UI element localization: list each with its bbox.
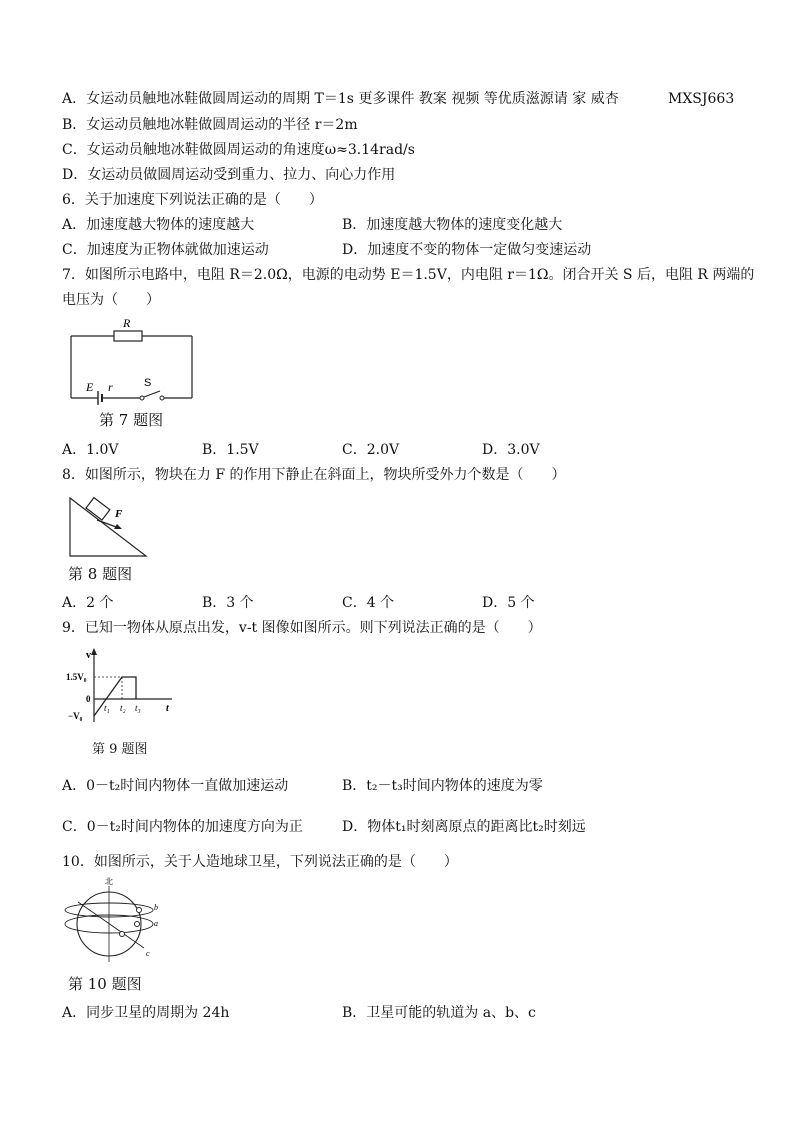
q10-option-a: A．同步卫星的周期为 24h [62, 1005, 230, 1021]
q10-stem: 10．如图所示，关于人造地球卫星，下列说法正确的是（ ） [62, 854, 458, 870]
label-t2: t₂ [120, 703, 126, 713]
q6-stem: 6．关于加速度下列说法正确的是（ ） [62, 192, 323, 208]
orbit-c [78, 902, 144, 948]
resistor-symbol [114, 331, 142, 341]
switch-blade [144, 391, 160, 397]
label-e: E [86, 380, 94, 394]
satellite-a [135, 922, 140, 927]
q10-caption: 第 10 题图 [68, 975, 142, 993]
q9-stem: 9．已知一物体从原点出发，v-t 图像如图所示。则下列说法正确的是（ ） [62, 620, 542, 636]
label-t: t [166, 703, 169, 714]
q5-option-d: D．女运动员做圆周运动受到重力、拉力、向心力作用 [62, 167, 396, 183]
q10-option-b: B．卫星可能的轨道为 a、b、c [342, 1005, 536, 1021]
q5-option-c: C．女运动员触地冰鞋做圆周运动的角速度ω≈3.14rad/s [62, 142, 415, 158]
q5-option-a-code: MXSJ663 [668, 91, 735, 107]
q8-option-b: B．3 个 [202, 595, 254, 611]
label-v: v [86, 650, 91, 661]
q8-option-d: D．5 个 [482, 595, 535, 611]
q6-option-d: D．加速度不变的物体一定做匀变速运动 [342, 242, 592, 258]
label-t3: t₃ [135, 703, 141, 713]
q6-option-c: C．加速度为正物体就做加速运动 [62, 242, 269, 258]
q8-stem: 8．如图所示，物块在力 F 的作用下静止在斜面上，物块所受外力个数是（ ） [62, 467, 566, 483]
label-origin: 0 [86, 694, 91, 704]
q7-option-b: B．1.5V [202, 442, 259, 458]
q8-incline-diagram [64, 490, 154, 560]
q7-option-d: D．3.0V [482, 442, 540, 458]
q9-option-d: D．物体t₁时刻离原点的距离比t₂时刻远 [342, 819, 586, 835]
label-t1: t₁ [104, 703, 110, 713]
q5-option-a: A．女运动员触地冰鞋做圆周运动的周期 T＝1s 更多课件 教案 视频 等优质滋源请 家 威杏 [62, 91, 619, 107]
label-1-5v0: 1.5V₀ [66, 672, 87, 682]
q8-option-c: C．4 个 [342, 595, 395, 611]
v-t-line [94, 677, 136, 716]
q7-circuit-diagram [64, 312, 204, 408]
q9-caption: 第 9 题图 [92, 742, 148, 757]
q8-option-a: A．2 个 [62, 595, 114, 611]
label-f: F [115, 508, 123, 520]
label-a: a [154, 919, 158, 928]
q7-stem-line2: 电压为（ ） [62, 292, 160, 308]
satellite-c [120, 932, 125, 937]
q9-vt-graph [64, 644, 184, 724]
label-r-internal: r [108, 380, 113, 394]
satellite-b [137, 908, 142, 913]
label-r-resistor: R [123, 316, 131, 330]
q9-option-b: B．t₂－t₃时间内物体的速度为零 [342, 778, 543, 794]
q7-option-a: A．1.0V [62, 442, 119, 458]
q9-option-a: A．0－t₂时间内物体一直做加速运动 [62, 778, 289, 794]
q7-option-c: C．2.0V [342, 442, 400, 458]
label-s: S [144, 377, 152, 389]
label-neg-v0: −V₀ [68, 711, 83, 721]
q8-caption: 第 8 题图 [68, 565, 133, 583]
label-north: 北 [105, 877, 113, 886]
incline-triangle [70, 498, 146, 556]
q10-satellite-diagram [62, 876, 162, 966]
q9-option-c: C．0－t₂时间内物体的加速度方向为正 [62, 819, 303, 835]
q6-option-b: B．加速度越大物体的速度变化越大 [342, 217, 563, 233]
q7-stem-line1: 7．如图所示电路中，电阻 R＝2.0Ω，电源的电动势 E＝1.5V，内电阻 r＝1Ω。闭合开关 S 后，电阻 R 两端的 [62, 267, 755, 283]
q7-caption: 第 7 题图 [99, 411, 164, 429]
block-on-incline [86, 498, 110, 520]
label-c: c [146, 949, 150, 958]
q5-option-b: B．女运动员触地冰鞋做圆周运动的半径 r＝2m [62, 117, 358, 133]
label-b: b [154, 903, 158, 912]
q6-option-a: A．加速度越大物体的速度越大 [62, 217, 255, 233]
